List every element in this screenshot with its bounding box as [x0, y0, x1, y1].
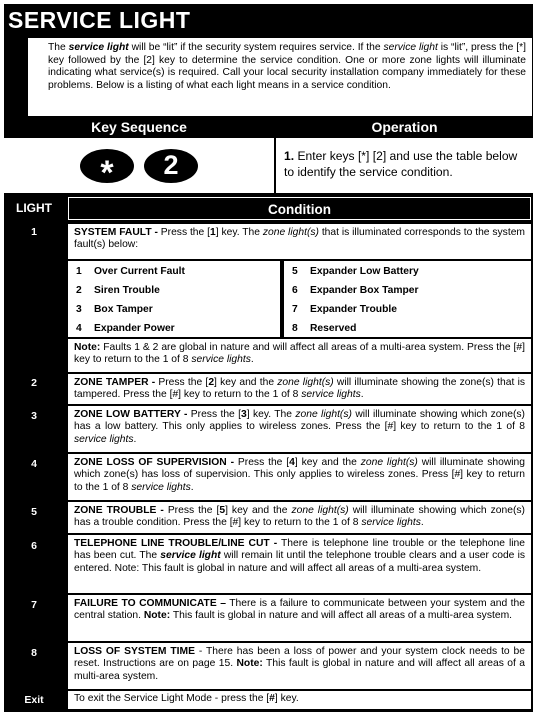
condition-text: will illuminate showing which zone(s) has loss of supervision. This only applies to wireless zones. Press [#] key to return to the 1 of 8: [74, 457, 526, 493]
exit-instruction: [68, 691, 531, 709]
light-number: 6: [31, 540, 37, 552]
two-key-icon: 2: [144, 149, 198, 183]
intro-term: service light: [383, 42, 438, 53]
fault-item: [284, 300, 531, 319]
note-label: Note:: [143, 610, 171, 622]
note-label: Note:: [236, 658, 263, 670]
fault-label: Expander Trouble: [310, 304, 397, 315]
light-number: 3: [31, 410, 37, 422]
condition-zone-loss-of-supervision: [68, 454, 531, 500]
condition-failure-to-communicate: [68, 595, 531, 641]
condition-text: ] key. The: [246, 409, 296, 420]
condition-key: 5: [219, 505, 226, 516]
condition-term: zone light(s): [295, 409, 352, 420]
condition-term: service lights: [131, 481, 191, 493]
fault-label: Over Current Fault: [94, 266, 185, 277]
note-term: service lights: [191, 354, 251, 366]
condition-term: service lights: [301, 389, 361, 401]
fault-number: 6: [292, 285, 298, 296]
light-column-header: LIGHT: [16, 201, 52, 215]
condition-term: zone light(s): [360, 457, 418, 468]
intro-text: will be “lit” if the security system requires service. If the: [128, 42, 384, 53]
condition-term: service light: [160, 550, 221, 562]
condition-title: ZONE TROUBLE -: [74, 505, 164, 516]
light-number: 7: [31, 599, 37, 611]
condition-text: .: [133, 433, 137, 445]
intro-text: is “lit”, press the [*] key followed by the [2] key to determine the service condition. One or more zone lights will illuminate indicating what service(s) is required. Call your local security installation company immediately for these problems. Below is a listing of what each light means in a service condition.: [48, 42, 526, 91]
intro-text: The: [48, 42, 69, 53]
condition-text: will illuminate showing which zone(s) has a low battery. This only applies to wireless zones. Press the [#] key to return to the 1 of 8: [74, 409, 525, 433]
operation-cell: [276, 138, 533, 193]
condition-text: ] key and the: [294, 457, 361, 468]
condition-text: ] key and the: [225, 505, 292, 516]
condition-title: FAILURE TO COMMUNICATE –: [74, 598, 226, 609]
light-exit: Exit: [24, 694, 44, 706]
light-number: 4: [31, 458, 37, 470]
fault-label: Box Tamper: [94, 304, 153, 315]
note-text: .: [250, 354, 254, 366]
fault-label: Expander Box Tamper: [310, 285, 419, 296]
note-label: Note:: [74, 342, 101, 353]
exit-key: #: [269, 693, 275, 704]
condition-term: service lights: [361, 517, 421, 529]
fault-item: [68, 319, 280, 338]
condition-title: TELEPHONE LINE TROUBLE/LINE CUT -: [74, 538, 278, 549]
fault-number: 3: [76, 304, 82, 315]
condition-zone-tamper: [68, 374, 531, 404]
fault-list-left: [68, 261, 280, 337]
condition-text: Press the [: [157, 227, 210, 238]
operation-step-number: 1.: [284, 149, 295, 163]
condition-text: will remain lit until the telephone trouble clears and a user code is entered. Note: This fault is global in nature and will affect all areas of a multi-area system.: [74, 550, 526, 574]
fault-number: 8: [292, 323, 298, 334]
condition-text: will illuminate showing the zone(s) that is tampered. Press the [#] key to return to the 1 of 8: [74, 377, 526, 401]
fault-item: [68, 300, 280, 319]
fault-item: [284, 319, 531, 338]
fault-label: Siren Trouble: [94, 285, 160, 296]
condition-key: 3: [241, 409, 247, 420]
condition-term: service lights: [74, 433, 134, 445]
condition-key: 4: [289, 457, 295, 468]
page-title: SERVICE LIGHT: [8, 7, 191, 33]
condition-text: .: [360, 389, 364, 401]
condition-text: There is telephone line trouble or the telephone line has been cut. The: [74, 538, 525, 562]
condition-text: - There has been a loss of power and your system clock needs to be reset. Instructions are on page 15.: [74, 646, 526, 670]
light-number: 1: [31, 226, 37, 238]
condition-text: .: [190, 481, 194, 493]
condition-text: Press the [: [234, 457, 290, 468]
condition-title: ZONE LOSS OF SUPERVISION -: [74, 457, 235, 468]
exit-text: ] key.: [274, 693, 299, 704]
star-key-icon: *: [80, 149, 134, 183]
condition-loss-of-system-time: [68, 643, 531, 689]
operation-text: Enter keys [*] [2] and use the table below to identify the service condition.: [284, 149, 518, 179]
fault-number: 4: [76, 323, 82, 334]
condition-title: ZONE LOW BATTERY -: [74, 409, 188, 420]
intro-paragraph: [28, 38, 532, 116]
light-number: 5: [31, 506, 37, 518]
fault-item: [284, 262, 531, 281]
fault-number: 2: [76, 285, 82, 296]
intro-term: service light: [68, 42, 129, 53]
condition-key: 1: [210, 227, 216, 238]
condition-text: Press the [: [163, 505, 220, 516]
fault-number: 5: [292, 266, 298, 277]
condition-telephone-line-trouble: [68, 535, 531, 593]
condition-key: 2: [208, 377, 215, 388]
condition-text: This fault is global in nature and will affect all areas of a multi-area system.: [170, 610, 513, 622]
condition-text: will illuminate showing which zone(s) has a trouble condition. Press the [#] key to return to the 1 of 8: [74, 505, 525, 529]
condition-title: ZONE TAMPER -: [74, 377, 156, 388]
condition-title: LOSS OF SYSTEM TIME: [74, 646, 195, 657]
fault-number: 7: [292, 304, 298, 315]
fault-item: [68, 281, 280, 300]
condition-column-header: Condition: [68, 197, 531, 220]
light-number: 2: [31, 377, 37, 389]
exit-text: To exit the Service Light Mode - press the [: [74, 693, 270, 704]
condition-term: zone light(s): [277, 377, 334, 388]
operation-header: Operation: [371, 119, 438, 135]
condition-zone-low-battery: [68, 406, 531, 452]
condition-text: ] key. The: [215, 227, 263, 238]
light-number: 8: [31, 647, 37, 659]
condition-title: SYSTEM FAULT -: [74, 227, 158, 238]
condition-text: Press the [: [155, 377, 209, 388]
fault-label: Expander Power: [94, 323, 175, 334]
condition-text: Press the [: [187, 409, 241, 420]
condition-text: that is illuminated corresponds to the system fault(s) below:: [74, 227, 525, 251]
fault-item: [284, 281, 531, 300]
system-fault-note: [68, 339, 531, 372]
key-sequence-header: Key Sequence: [91, 119, 187, 135]
condition-text: .: [420, 517, 424, 529]
condition-text: ] key and the: [214, 377, 278, 388]
note-text: Faults 1 & 2 are global in nature and will affect all areas of a multi-area system. Press the [#] key to return to the 1 of 8: [74, 342, 525, 366]
condition-term: zone light(s): [291, 505, 349, 516]
fault-item: [68, 262, 280, 281]
condition-term: zone light(s): [262, 227, 319, 238]
key-sequence-cell: [4, 138, 274, 193]
condition-zone-trouble: [68, 502, 531, 533]
fault-number: 1: [76, 266, 82, 277]
condition-text: There is a failure to communicate between your system and the central station.: [74, 598, 525, 622]
condition-text: This fault is global in nature and will affect all areas of a multi-area system.: [74, 658, 526, 682]
fault-label: Expander Low Battery: [310, 266, 419, 277]
condition-system-fault: [68, 224, 531, 259]
fault-list-right: [284, 261, 531, 337]
fault-label: Reserved: [310, 323, 357, 334]
